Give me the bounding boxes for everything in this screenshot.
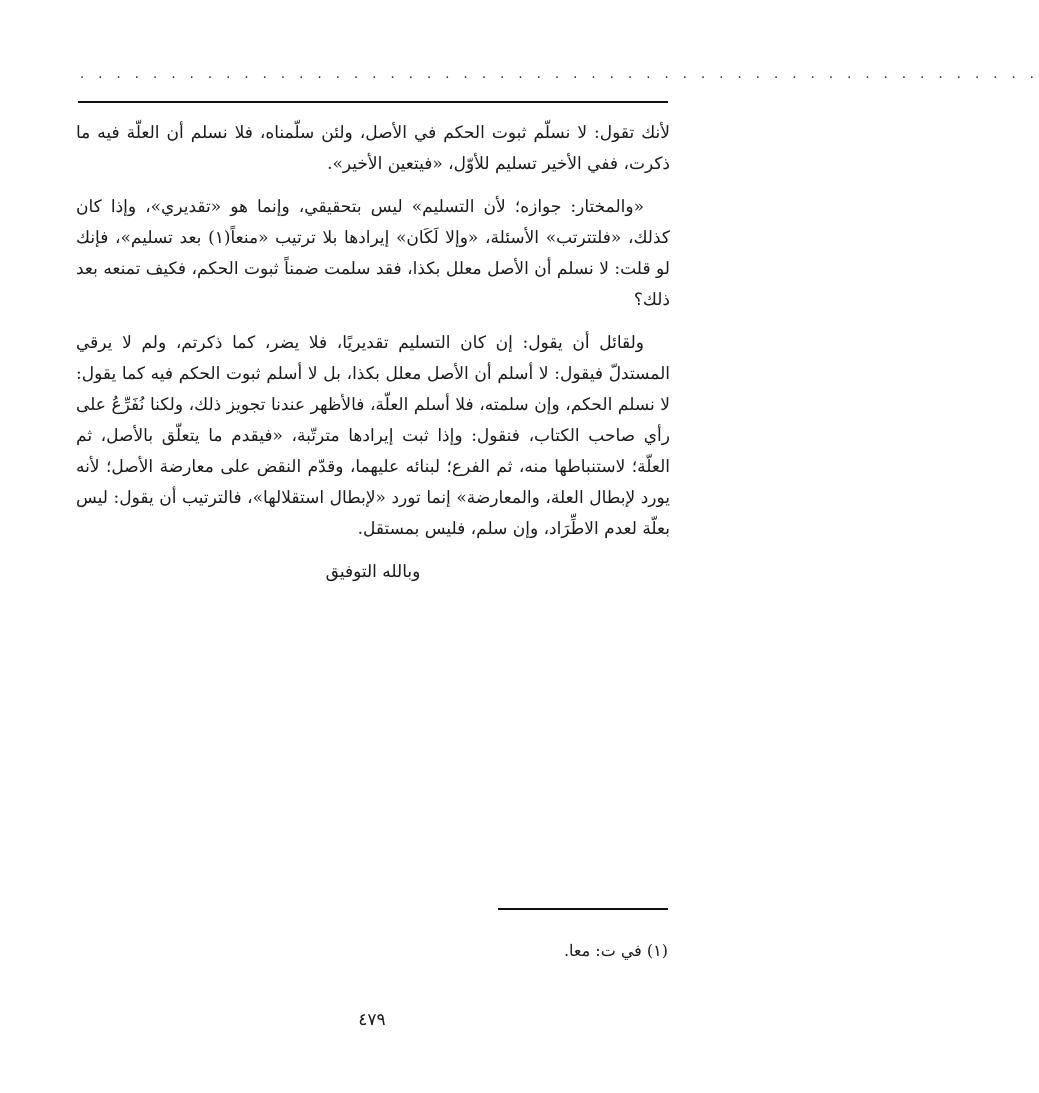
footnote-1: (١) في ت: معا. [563,941,668,960]
header-dotted-line: . . . . . . . . . . . . . . . . . . . . . . . . . . . . . . . . . . . . . . . . . . . . . . . . . . . . . [80,67,1039,82]
closing-phrase: وبالله التوفيق [325,562,421,582]
page-number: ٤٧٩ [358,1010,386,1030]
paragraph-3: ولقائل أن يقول: إن كان التسليم تقديريًا، فلا يضر، كما ذكرتم، ولم لا يرقي المستدلّ فيقول: لا أسلم أن الأصل معلل بكذا، بل لا أسلم ثبوت الحكم فيه كما يقول: لا نسلم الحكم، وإن سلمته، فلا أسلم العلّة، فالأظهر عندنا تجويز ذلك، ولكنا نُفَرِّعُ على رأي صاحب الكتاب، فنقول: وإذا ثبت إيرادها مترتّبة، «فيقدم ما يتعلّق بالأصل، ثم العلّة؛ لاستنباطها منه، ثم الفرع؛ لبنائه عليهما، وقدّم النقض على معارضة الأصل؛ لأنه يورد لإبطال العلة، والمعارضة» إنما تورد «لإبطال استقلالها»، فالترتيب أن يقول: ليس بعلّة لعدم الاطِّرَاد، وإن سلم، فليس بمستقل. [76,333,670,539]
footnote-separator [498,908,668,910]
paragraph-2: «والمختار: جوازه؛ لأن التسليم» ليس بتحقيقي، وإنما هو «تقديري»، وإذا كان كذلك، «فلتترتب» الأسئلة، «وإلا لَكَان» إيرادها بلا ترتيب «منعاً(١) بعد تسليم»، فإنك لو قلت: لا نسلم أن الأصل معلل بكذا، فقد سلمت ضمناً ثبوت الحكم، فكيف تمنعه بعد ذلك؟ [76,197,670,310]
main-text [76,118,670,600]
paragraph-1: لأنك تقول: لا نسلّم ثبوت الحكم في الأصل، ولئن سلّمناه، فلا نسلم أن العلّة فيه ما ذكرت، ففي الأخير تسليم للأوّل، «فيتعين الأخير». [76,123,670,174]
header-rule [78,101,668,103]
